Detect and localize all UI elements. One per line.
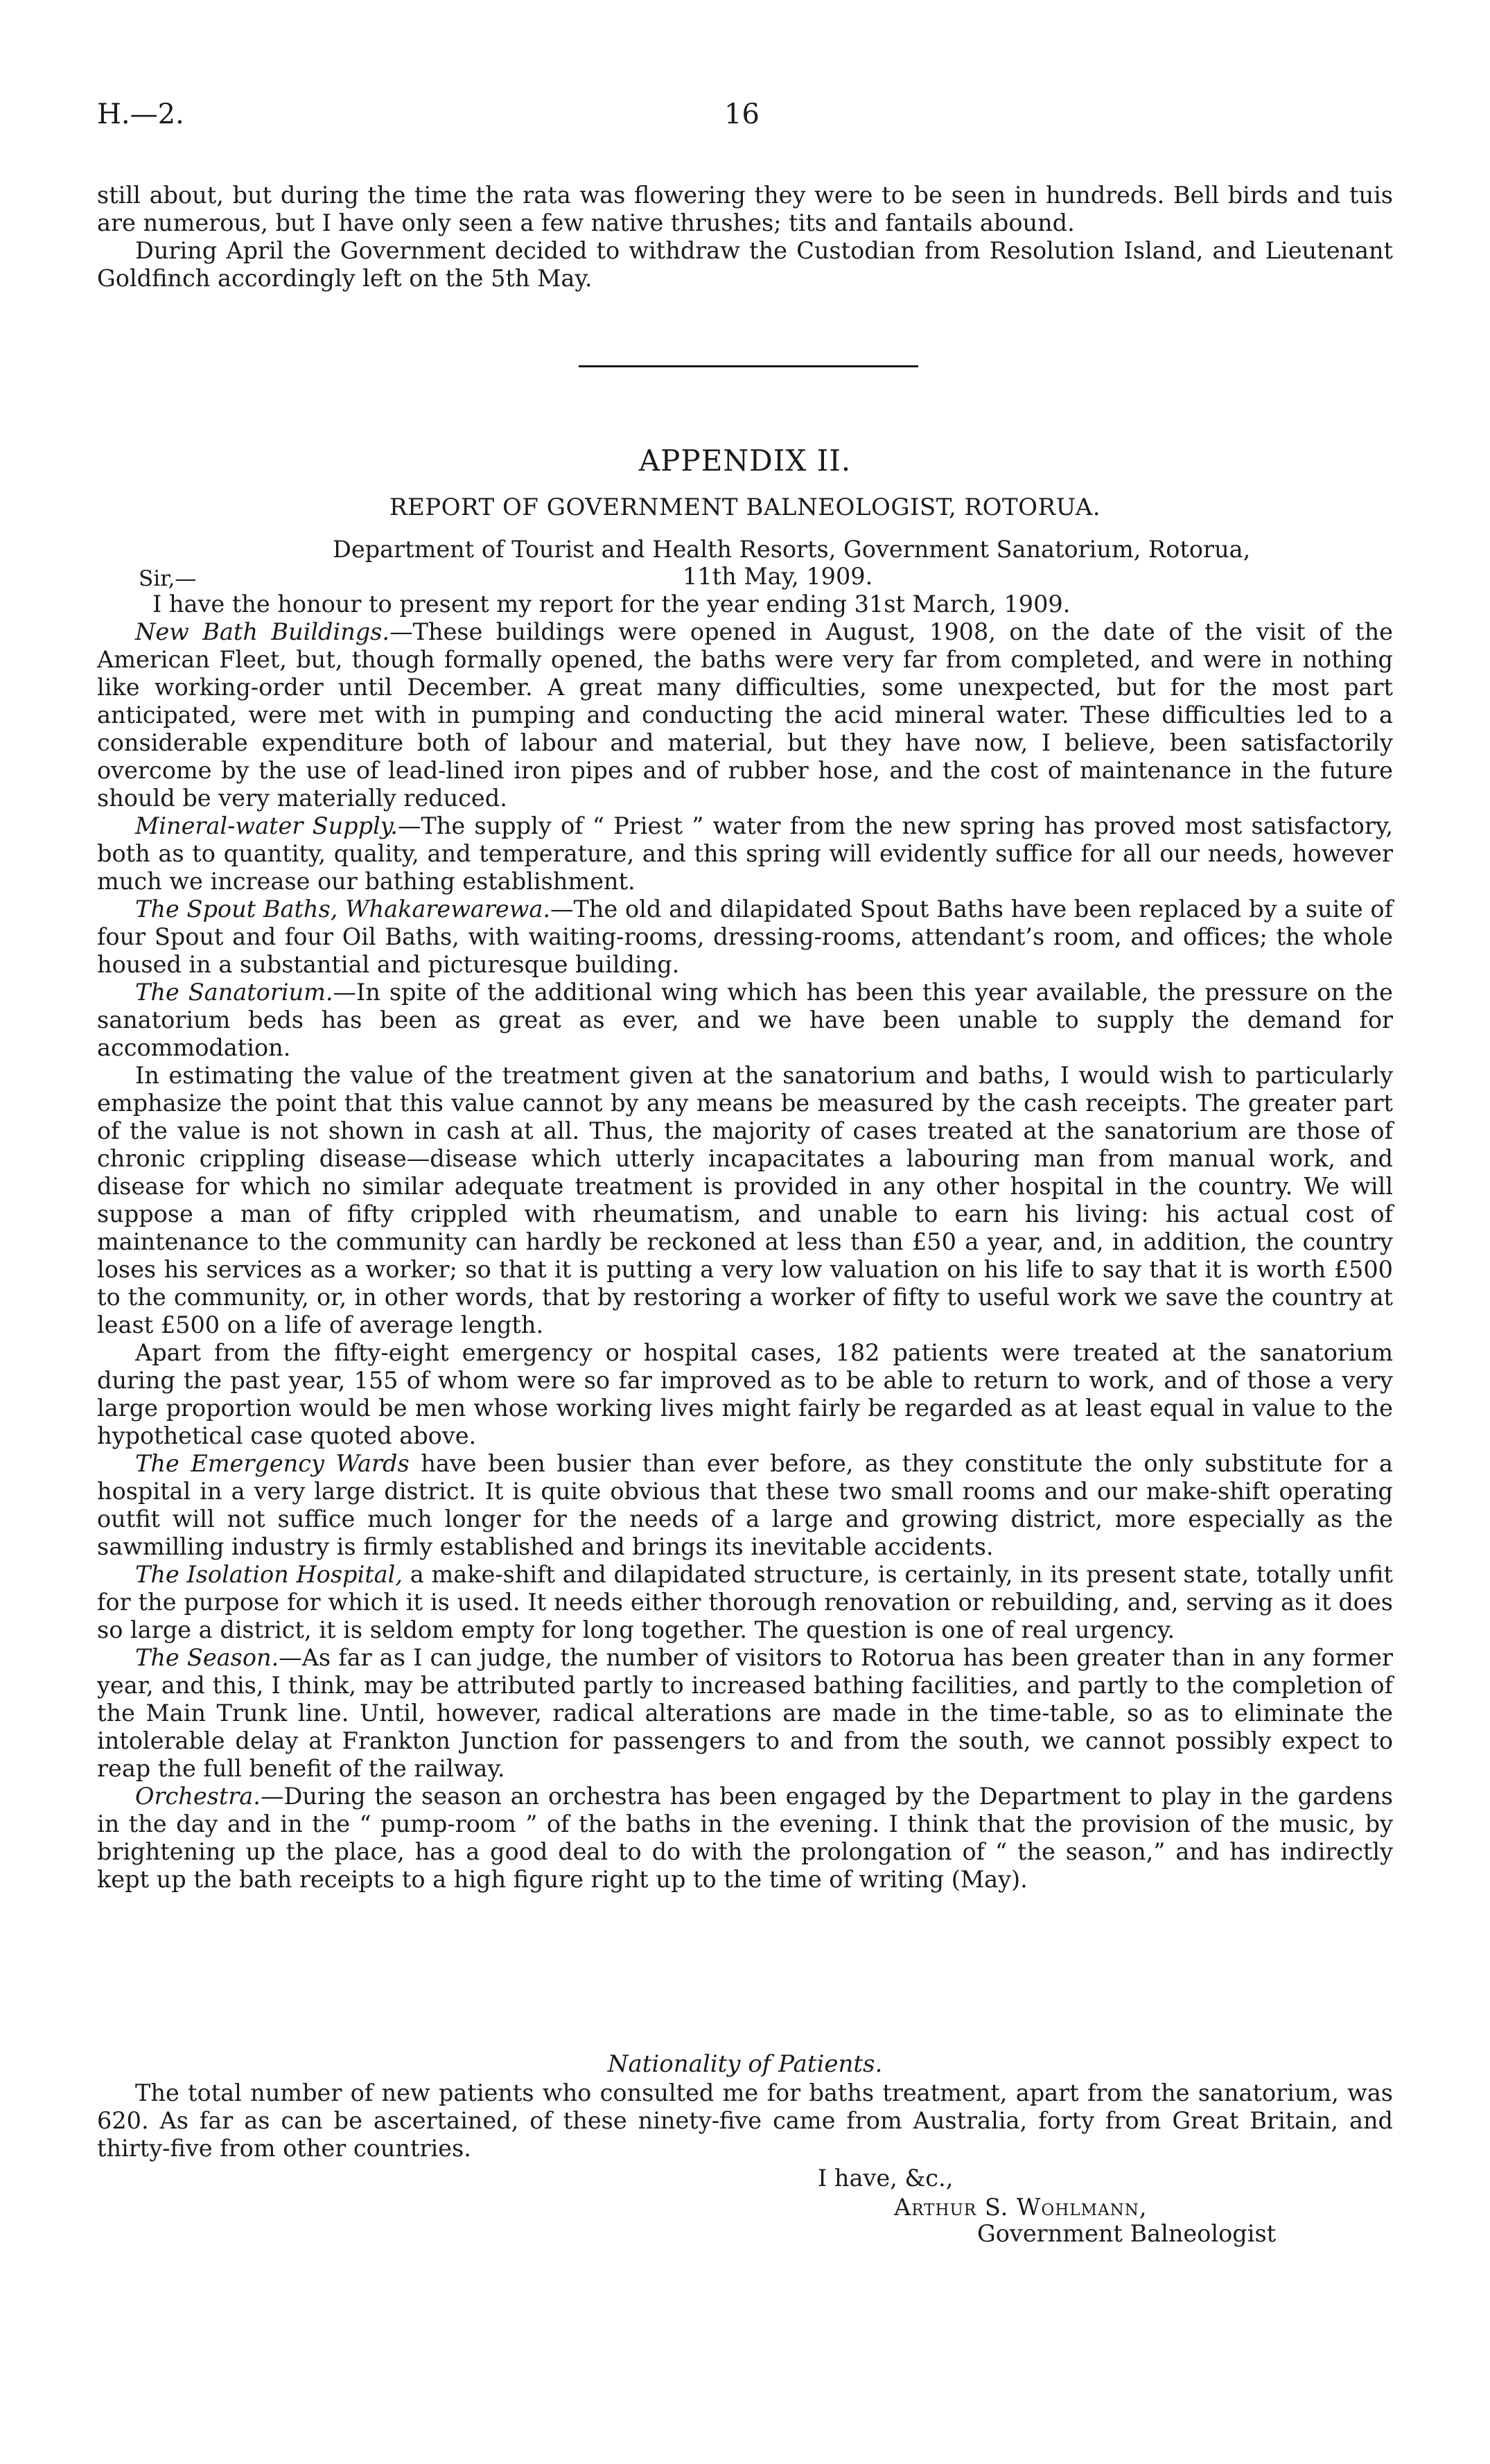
section-heading: Mineral-water Supply.: [135, 812, 398, 839]
appendix-title: APPENDIX II.: [638, 444, 852, 478]
section-heading: The Isolation Hospital,: [135, 1561, 403, 1588]
section-spout-baths: [97, 895, 1393, 979]
closing: I have, &c.,: [818, 2165, 954, 2192]
section-text: —The supply of “ Priest ” water from the new spring has proved most satisfactory, both as to quantity, quality, and temperature, and this spring will evidently suffice for all our needs, however much we increase our bathing establishment.: [97, 812, 1393, 895]
section-heading: The Emergency Wards: [135, 1450, 410, 1477]
opening-paragraph: I have the honour to present my report for the year ending 31st March, 1909.: [152, 591, 1071, 618]
nationality-body: [97, 2079, 1393, 2162]
section-text: a make-shift and dilapidated structure, is certainly, in its present state, totally unfit for the purpose for which it is used. It needs either thorough renovation or rebuilding, and, serving as it does so large a district, it is seldom empty for long together. The question is one of real urgency.: [97, 1561, 1393, 1643]
section-text: —In spite of the additional wing which has been this year available, the pressure on the sanatorium beds has been as great as ever, and we have been unable to supply the demand for accommodation.: [97, 979, 1393, 1061]
section-text: —The old and dilapidated Spout Baths have been replaced by a suite of four Spout and four Oil Baths, with waiting-rooms, dressing-rooms, attendant’s room, and offices; the whole housed in a substantial and picturesque building.: [97, 895, 1393, 978]
nationality-paragraph: The total number of new patients who consulted me for baths treatment, apart from the sanatorium, was 620. As far as can be ascertained, of these ninety-five came from Australia, forty from Great Britain, and thirty-five from other countries.: [97, 2079, 1393, 2162]
department-address: Department of Tourist and Health Resorts, Government Sanatorium, Rotorua,: [333, 536, 1251, 563]
paragraph-treatment-value: In estimating the value of the treatment given at the sanatorium and baths, I would wish to particularly emphasize the point that this value cannot by any means be measured by the cash receipts. The greater part of the value is not shown in cash at all. Thus, the majority of cases treated at the sanatorium are those of chronic crippling disease—disease which utterly incapacitates a labouring man from manual work, and disease for which no similar adequate treatment is provided in any other hospital in the country. We will suppose a man of fifty crippled with rheumatism, and unable to earn his living: his actual cost of maintenance to the community can hardly be reckoned at less than £50 a year, and, in addition, the country loses his services as a worker; so that it is putting a very low valuation on his life to say that it is worth £500 to the community, or, in other words, that by restoring a worker of fifty to useful work we save the country at least £500 on a life of average length.: [97, 1062, 1393, 1338]
signatory-title: Government Balneologist: [977, 2220, 1277, 2247]
page-header: [97, 98, 1386, 147]
paragraph: During April the Government decided to withdraw the Custodian from Resolution Island, and Lieutenant Goldfinch accordingly left on the 5th May.: [97, 237, 1393, 292]
signatory-name: Arthur S. Wohlmann,: [894, 2194, 1148, 2221]
section-text: have been busier than ever before, as they constitute the only substitute for a hospital in a very large district. It is quite obvious that these two small rooms and our make-shift operating outfit will not suffice much longer for the needs of a large and growing district, more especially as the sawmilling industry is firmly established and brings its inevitable accidents.: [97, 1450, 1393, 1560]
section-new-bath-buildings: [97, 618, 1393, 812]
section-mineral-water-supply: [97, 812, 1393, 895]
section-sanatorium: [97, 979, 1393, 1062]
section-divider: [579, 365, 918, 367]
section-text: —These buildings were opened in August, 1908, on the date of the visit of the American Fleet, but, though formally opened, the baths were very far from completed, and were in nothing like working-order until December. A great many difficulties, some unexpected, but for the most part anticipated, were met with in pumping and conducting the acid mineral water. These difficulties led to a considerable expenditure both of labour and material, but they have now, I believe, been satisfactorily overcome by the use of lead-lined iron pipes and of rubber hose, and the cost of maintenance in the future should be very materially reduced.: [97, 618, 1393, 812]
report-body: [97, 591, 1393, 1894]
paragraph-patients-treated: Apart from the fifty-eight emergency or hospital cases, 182 patients were treated at the sanatorium during the past year, 155 of whom were so far improved as to be able to return to work, and of those a very large proportion would be men whose working lives might fairly be regarded as at least equal in value to the hypothetical case quoted above.: [97, 1339, 1393, 1449]
section-text: —During the season an orchestra has been engaged by the Department to play in the gardens in the day and in the “ pump-room ” of the baths in the evening. I think that the provision of the music, by brightening up the place, has a good deal to do with the prolongation of “ the season,” and has indirectly kept up the bath receipts to a high figure right up to the time of writing (May).: [97, 1783, 1393, 1893]
section-season: [97, 1644, 1393, 1783]
nationality-heading: Nationality of Patients.: [607, 2050, 883, 2078]
paragraph: still about, but during the time the rata was flowering they were to be seen in hundreds. Bell birds and tuis are numerous, but I have only seen a few native thrushes; tits and fantails abound.: [97, 182, 1393, 236]
salutation: Sir,—: [139, 566, 197, 591]
report-title: REPORT OF GOVERNMENT BALNEOLOGIST, ROTORUA.: [389, 493, 1101, 521]
section-orchestra: [97, 1783, 1393, 1894]
section-isolation-hospital: [97, 1561, 1393, 1644]
section-heading: The Season.: [135, 1644, 279, 1671]
page-number: 16: [724, 98, 760, 130]
section-heading: The Spout Baths, Whakarewarewa.: [135, 895, 550, 923]
section-heading: The Sanatorium.: [135, 979, 333, 1006]
letter-date: 11th May, 1909.: [683, 563, 873, 590]
section-text: —As far as I can judge, the number of visitors to Rotorua has been greater than in any former year, and this, I think, may be attributed partly to increased bathing facilities, and partly to the completion of the Main Trunk line. Until, however, radical alterations are made in the time-table, so as to eliminate the intolerable delay at Frankton Junction for passengers to and from the south, we cannot possibly expect to reap the full benefit of the railway.: [97, 1644, 1393, 1782]
section-heading: Orchestra.: [135, 1783, 261, 1810]
document-reference: H.—2.: [97, 98, 184, 130]
section-emergency-wards: [97, 1450, 1393, 1561]
continued-text: [97, 182, 1393, 292]
section-heading: New Bath Buildings.: [135, 618, 390, 645]
